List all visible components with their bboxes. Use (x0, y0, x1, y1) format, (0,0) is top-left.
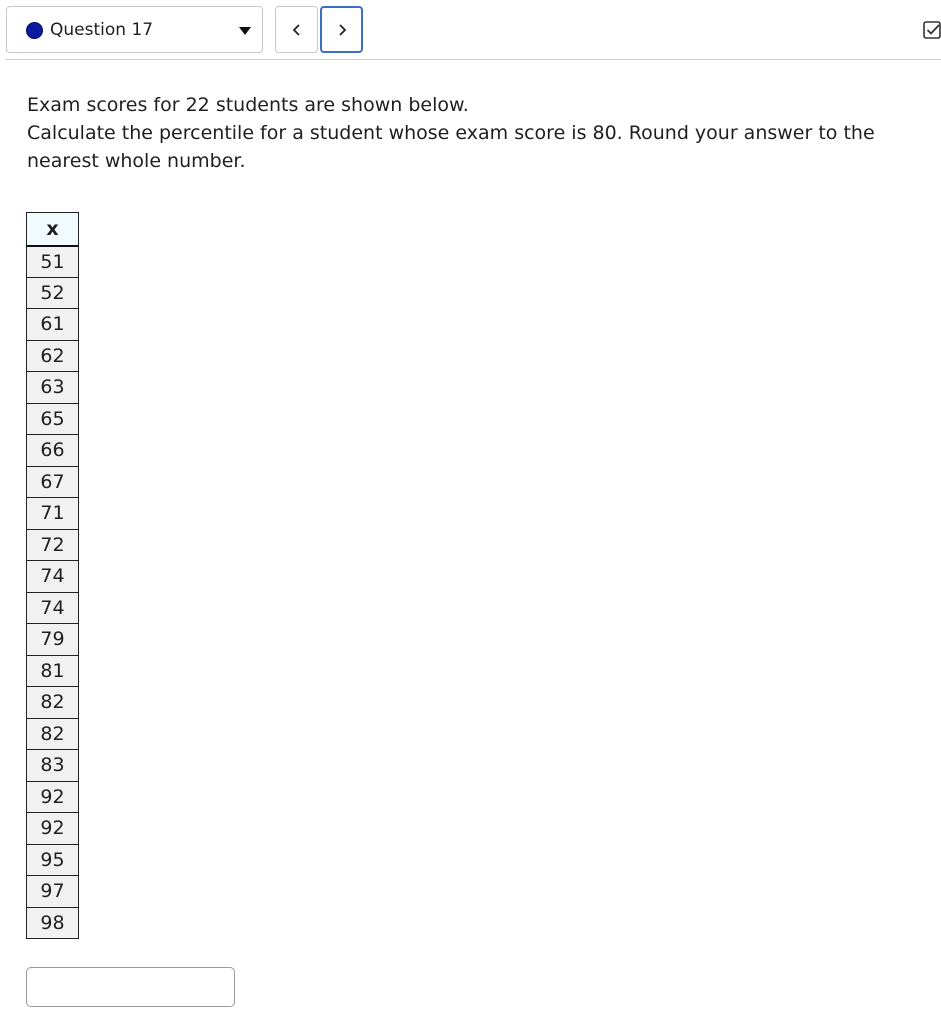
table-cell: 74 (27, 561, 79, 593)
table-row (27, 750, 79, 782)
table-cell: 61 (27, 309, 79, 341)
table-cell: 92 (27, 781, 79, 813)
next-question-button[interactable] (320, 6, 363, 53)
caret-down-icon (239, 27, 251, 35)
scores-table (26, 212, 79, 939)
table-cell: 52 (27, 277, 79, 309)
table-cell: 65 (27, 403, 79, 435)
table-row (27, 435, 79, 467)
table-row (27, 466, 79, 498)
table-row (27, 813, 79, 845)
table-row (27, 592, 79, 624)
table-row (27, 781, 79, 813)
table-cell: 72 (27, 529, 79, 561)
table-row (27, 340, 79, 372)
chevron-left-icon (291, 23, 303, 37)
table-row (27, 246, 79, 278)
table-row (27, 624, 79, 656)
table-cell: 82 (27, 718, 79, 750)
question-text (27, 91, 927, 175)
header-divider (6, 59, 941, 60)
question-intro: Exam scores for 22 students are shown below. (27, 94, 469, 116)
table-row (27, 498, 79, 530)
table-cell: 95 (27, 844, 79, 876)
table-cell: 92 (27, 813, 79, 845)
table-row (27, 403, 79, 435)
question-prompt: Calculate the percentile for a student whose exam score is 80. Round your answer to the nearest whole number. (27, 122, 875, 172)
table-cell: 81 (27, 655, 79, 687)
chevron-right-icon (336, 23, 348, 37)
table-cell: 83 (27, 750, 79, 782)
previous-question-button[interactable] (275, 6, 318, 53)
table-cell: 62 (27, 340, 79, 372)
table-cell: 79 (27, 624, 79, 656)
table-cell: 97 (27, 876, 79, 908)
table-cell: 82 (27, 687, 79, 719)
answer-input[interactable] (26, 967, 235, 1007)
table-row (27, 529, 79, 561)
table-row (27, 277, 79, 309)
table-cell: 67 (27, 466, 79, 498)
table-row (27, 561, 79, 593)
check-square-icon[interactable] (923, 21, 941, 39)
table-cell: 71 (27, 498, 79, 530)
table-cell: 98 (27, 907, 79, 939)
table-row (27, 876, 79, 908)
table-row (27, 309, 79, 341)
table-cell: 63 (27, 372, 79, 404)
table-header-x: x (27, 213, 79, 246)
question-selector[interactable] (6, 6, 263, 53)
question-selector-label: Question 17 (50, 20, 154, 40)
table-cell: 74 (27, 592, 79, 624)
table-row (27, 844, 79, 876)
question-status-dot (26, 22, 43, 39)
table-cell: 66 (27, 435, 79, 467)
table-row (27, 907, 79, 939)
table-row (27, 372, 79, 404)
table-cell: 51 (27, 246, 79, 278)
table-row (27, 655, 79, 687)
table-row (27, 687, 79, 719)
table-row (27, 718, 79, 750)
